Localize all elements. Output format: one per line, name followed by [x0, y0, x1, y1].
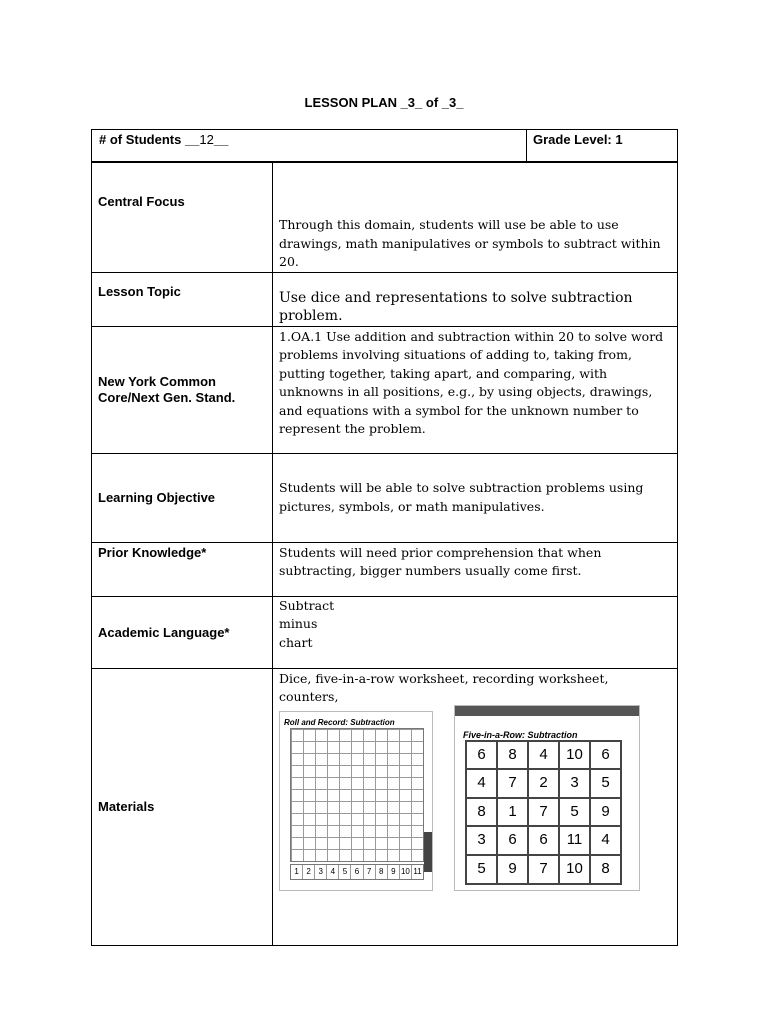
materials-text: Dice, five-in-a-row worksheet, recording worksheet, counters,: [279, 670, 609, 704]
recording-worksheet-image: [279, 711, 433, 891]
recording-number: 6: [350, 865, 362, 879]
recording-number: 7: [363, 865, 375, 879]
row-materials: [92, 668, 678, 945]
lesson-plan-table: [91, 162, 678, 946]
row-standards: [92, 326, 678, 453]
recording-grid: [290, 728, 424, 862]
five-in-a-row-grid: [465, 740, 622, 885]
term-chart: chart: [279, 634, 313, 650]
students-value: 12: [199, 132, 214, 147]
grid-cell: 4: [528, 741, 559, 770]
grade-level: Grade Level: 1: [533, 132, 623, 147]
label-learning-objective: Learning Objective: [92, 453, 273, 542]
recording-number: 4: [326, 865, 338, 879]
grid-cell: 7: [528, 855, 559, 884]
recording-number: 11: [411, 865, 423, 879]
value-central-focus: Through this domain, students will use be able to use drawings, math manipulatives or symbols to subtract within 20.: [273, 163, 678, 273]
grid-cell: 6: [497, 826, 528, 855]
recording-number-row: [290, 864, 424, 880]
header-divider: [526, 130, 527, 161]
value-academic-language: [273, 596, 678, 668]
recording-number: 5: [338, 865, 350, 879]
worksheet-header-bar: [455, 706, 639, 716]
value-lesson-topic: Use dice and representations to solve subtraction problem.: [273, 272, 678, 326]
grid-cell: 8: [590, 855, 621, 884]
value-standards: 1.OA.1 Use addition and subtraction within 20 to solve word problems involving situations of adding to, taking from, putting together, taking apart, and comparing, with unknowns in all positions, e.g., by using objects, drawings, and equations with a symbol for the unknown number to represent the problem.: [273, 326, 678, 453]
recording-number: 10: [399, 865, 411, 879]
grid-cell: 5: [590, 769, 621, 798]
grid-cell: 5: [466, 855, 497, 884]
grid-cell: 10: [559, 741, 590, 770]
recording-worksheet-title: Roll and Record: Subtraction: [284, 717, 395, 727]
grid-cell: 8: [466, 798, 497, 827]
recording-number: 3: [314, 865, 326, 879]
grid-cell: 9: [590, 798, 621, 827]
publisher-logo: [424, 832, 432, 872]
recording-number: 2: [302, 865, 314, 879]
value-materials: [273, 668, 678, 945]
grid-cell: 3: [466, 826, 497, 855]
term-subtract: Subtract: [279, 597, 335, 613]
row-academic-language: [92, 596, 678, 668]
value-prior-knowledge: Students will need prior comprehension that when subtracting, bigger numbers usually come first.: [273, 542, 678, 596]
value-learning-objective: Students will be able to solve subtraction problems using pictures, symbols, or math manipulatives.: [273, 453, 678, 542]
row-prior-knowledge: [92, 542, 678, 596]
recording-number: 8: [375, 865, 387, 879]
grid-cell: 6: [528, 826, 559, 855]
recording-number: 9: [387, 865, 399, 879]
grid-cell: 5: [559, 798, 590, 827]
five-in-a-row-worksheet-image: [454, 705, 640, 891]
label-lesson-topic: Lesson Topic: [92, 272, 273, 326]
five-in-a-row-title: Five-in-a-Row: Subtraction: [463, 729, 578, 740]
students-count: # of Students __12__: [99, 132, 229, 147]
grid-cell: 8: [497, 741, 528, 770]
grid-cell: 4: [466, 769, 497, 798]
row-central-focus: [92, 163, 678, 273]
grid-cell: 7: [528, 798, 559, 827]
row-learning-objective: [92, 453, 678, 542]
row-lesson-topic: [92, 272, 678, 326]
grid-cell: 3: [559, 769, 590, 798]
grid-cell: 7: [497, 769, 528, 798]
grid-cell: 2: [528, 769, 559, 798]
header-row: [91, 129, 678, 162]
grid-cell: 6: [466, 741, 497, 770]
grid-cell: 1: [497, 798, 528, 827]
recording-number: 1: [294, 866, 299, 876]
grid-cell: 9: [497, 855, 528, 884]
page-title: LESSON PLAN _3_ of _3_: [304, 95, 464, 110]
grid-cell: 11: [559, 826, 590, 855]
term-minus: minus: [279, 616, 318, 631]
grid-cell: 4: [590, 826, 621, 855]
label-central-focus: Central Focus: [92, 163, 273, 273]
label-prior-knowledge: Prior Knowledge*: [92, 542, 273, 596]
grid-cell: 6: [590, 741, 621, 770]
label-materials: Materials: [92, 668, 273, 945]
label-standards: New York Common Core/Next Gen. Stand.: [92, 326, 273, 453]
grid-cell: 10: [559, 855, 590, 884]
label-academic-language: Academic Language*: [92, 596, 273, 668]
